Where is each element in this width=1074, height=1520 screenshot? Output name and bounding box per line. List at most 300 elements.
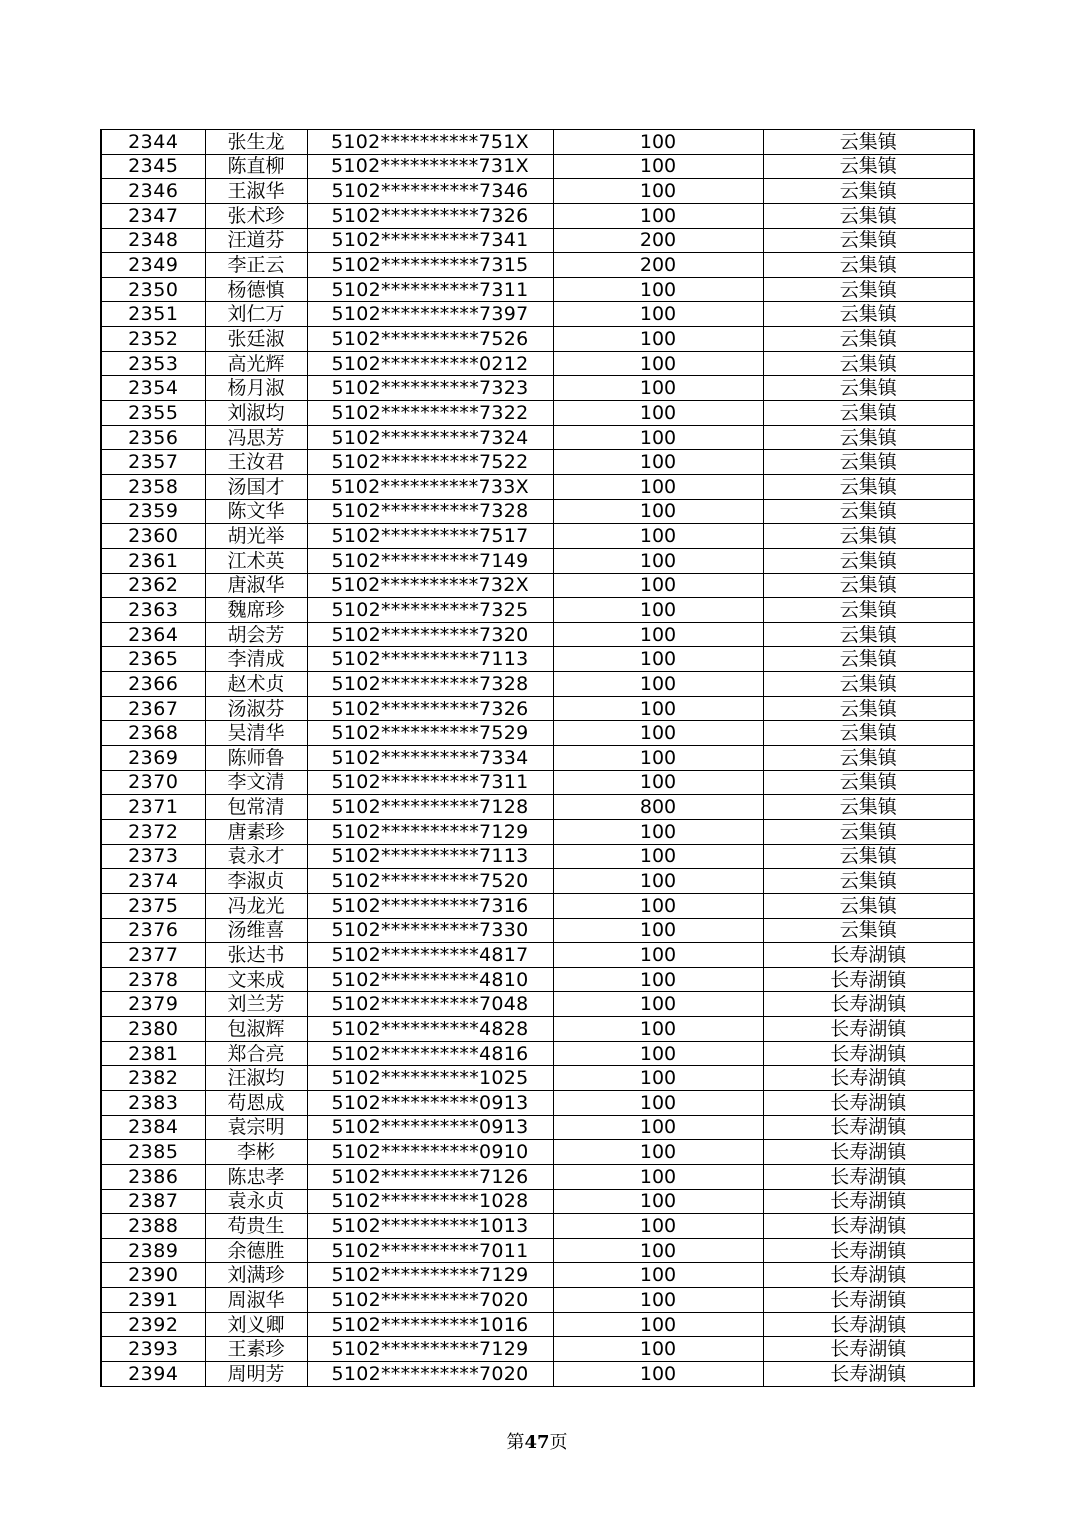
cell-serial-number: 2345 [101,154,205,179]
roster-table [100,129,975,1387]
cell-town: 云集镇 [763,327,974,352]
cell-id-number: 5102**********7323 [307,376,553,401]
cell-town: 长寿湖镇 [763,967,974,992]
cell-id-number: 5102**********751X [307,130,553,155]
cell-town: 云集镇 [763,770,974,795]
cell-name: 赵术贞 [205,672,307,697]
cell-town: 云集镇 [763,203,974,228]
cell-id-number: 5102**********7320 [307,622,553,647]
cell-id-number: 5102**********7126 [307,1164,553,1189]
cell-town: 云集镇 [763,672,974,697]
cell-town: 长寿湖镇 [763,943,974,968]
cell-id-number: 5102**********7020 [307,1362,553,1387]
cell-name: 包常清 [205,795,307,820]
cell-id-number: 5102**********7149 [307,548,553,573]
cell-name: 江术英 [205,548,307,573]
cell-serial-number: 2375 [101,893,205,918]
cell-town: 云集镇 [763,524,974,549]
cell-serial-number: 2353 [101,351,205,376]
cell-id-number: 5102**********7529 [307,721,553,746]
cell-amount: 100 [553,893,763,918]
cell-amount: 100 [553,721,763,746]
cell-town: 云集镇 [763,277,974,302]
cell-amount: 100 [553,401,763,426]
cell-town: 云集镇 [763,154,974,179]
cell-name: 文来成 [205,967,307,992]
cell-id-number: 5102**********7129 [307,1263,553,1288]
table-row [101,154,974,179]
cell-id-number: 5102**********7326 [307,696,553,721]
cell-serial-number: 2394 [101,1362,205,1387]
cell-id-number: 5102**********7129 [307,819,553,844]
cell-serial-number: 2355 [101,401,205,426]
cell-id-number: 5102**********0913 [307,1115,553,1140]
table-row [101,893,974,918]
cell-amount: 200 [553,228,763,253]
cell-id-number: 5102**********7315 [307,253,553,278]
cell-id-number: 5102**********7334 [307,746,553,771]
cell-amount: 100 [553,672,763,697]
cell-serial-number: 2372 [101,819,205,844]
cell-town: 长寿湖镇 [763,1288,974,1313]
table-row [101,351,974,376]
table-row [101,1041,974,1066]
cell-amount: 100 [553,1362,763,1387]
cell-name: 苟恩成 [205,1090,307,1115]
cell-id-number: 5102**********7328 [307,672,553,697]
cell-serial-number: 2356 [101,425,205,450]
cell-name: 胡光举 [205,524,307,549]
table-row [101,1189,974,1214]
cell-town: 长寿湖镇 [763,1140,974,1165]
cell-amount: 100 [553,425,763,450]
cell-serial-number: 2386 [101,1164,205,1189]
cell-town: 云集镇 [763,450,974,475]
cell-serial-number: 2344 [101,130,205,155]
cell-amount: 800 [553,795,763,820]
cell-id-number: 5102**********7020 [307,1288,553,1313]
table-row [101,1090,974,1115]
cell-amount: 100 [553,622,763,647]
cell-town: 云集镇 [763,573,974,598]
table-row [101,672,974,697]
cell-name: 陈直柳 [205,154,307,179]
cell-amount: 100 [553,1066,763,1091]
cell-town: 云集镇 [763,647,974,672]
roster-table-body [101,130,974,1387]
table-row [101,302,974,327]
cell-amount: 100 [553,1337,763,1362]
cell-town: 云集镇 [763,746,974,771]
cell-amount: 100 [553,179,763,204]
cell-amount: 100 [553,819,763,844]
table-row [101,450,974,475]
cell-name: 刘满珍 [205,1263,307,1288]
table-row [101,770,974,795]
cell-serial-number: 2363 [101,598,205,623]
cell-serial-number: 2393 [101,1337,205,1362]
cell-name: 李文清 [205,770,307,795]
table-row [101,1140,974,1165]
cell-serial-number: 2374 [101,869,205,894]
cell-town: 长寿湖镇 [763,1115,974,1140]
cell-name: 袁永贞 [205,1189,307,1214]
table-row [101,1288,974,1313]
cell-amount: 100 [553,1214,763,1239]
cell-name: 周明芳 [205,1362,307,1387]
cell-amount: 100 [553,869,763,894]
cell-id-number: 5102**********1016 [307,1312,553,1337]
cell-amount: 200 [553,253,763,278]
cell-serial-number: 2371 [101,795,205,820]
cell-name: 王素珍 [205,1337,307,1362]
table-row [101,327,974,352]
cell-serial-number: 2382 [101,1066,205,1091]
cell-serial-number: 2381 [101,1041,205,1066]
table-row [101,179,974,204]
cell-name: 余德胜 [205,1238,307,1263]
cell-serial-number: 2352 [101,327,205,352]
table-row [101,548,974,573]
cell-amount: 100 [553,1041,763,1066]
cell-amount: 100 [553,918,763,943]
cell-serial-number: 2370 [101,770,205,795]
table-row [101,598,974,623]
cell-serial-number: 2385 [101,1140,205,1165]
cell-town: 长寿湖镇 [763,1164,974,1189]
cell-amount: 100 [553,573,763,598]
table-row [101,573,974,598]
cell-town: 云集镇 [763,819,974,844]
cell-name: 胡会芳 [205,622,307,647]
cell-serial-number: 2387 [101,1189,205,1214]
table-row [101,277,974,302]
cell-id-number: 5102**********7311 [307,770,553,795]
cell-serial-number: 2350 [101,277,205,302]
cell-name: 苟贵生 [205,1214,307,1239]
table-row [101,647,974,672]
cell-amount: 100 [553,746,763,771]
table-row [101,746,974,771]
cell-town: 长寿湖镇 [763,1337,974,1362]
table-row [101,1164,974,1189]
cell-town: 云集镇 [763,130,974,155]
cell-amount: 100 [553,376,763,401]
table-row [101,203,974,228]
cell-town: 云集镇 [763,253,974,278]
cell-amount: 100 [553,1140,763,1165]
page-number: 47 [524,1432,550,1453]
cell-town: 长寿湖镇 [763,992,974,1017]
cell-amount: 100 [553,647,763,672]
cell-name: 汪淑均 [205,1066,307,1091]
cell-town: 云集镇 [763,622,974,647]
cell-amount: 100 [553,474,763,499]
cell-id-number: 5102**********7129 [307,1337,553,1362]
cell-amount: 100 [553,1164,763,1189]
cell-id-number: 5102**********4816 [307,1041,553,1066]
cell-name: 杨德慎 [205,277,307,302]
cell-id-number: 5102**********1025 [307,1066,553,1091]
cell-name: 冯思芳 [205,425,307,450]
cell-town: 云集镇 [763,425,974,450]
cell-name: 汤淑芬 [205,696,307,721]
cell-id-number: 5102**********7325 [307,598,553,623]
cell-serial-number: 2357 [101,450,205,475]
cell-town: 云集镇 [763,598,974,623]
cell-id-number: 5102**********7011 [307,1238,553,1263]
cell-serial-number: 2360 [101,524,205,549]
cell-id-number: 5102**********7517 [307,524,553,549]
cell-town: 长寿湖镇 [763,1238,974,1263]
cell-amount: 100 [553,277,763,302]
cell-serial-number: 2368 [101,721,205,746]
cell-serial-number: 2388 [101,1214,205,1239]
cell-id-number: 5102**********4828 [307,1017,553,1042]
cell-name: 李淑贞 [205,869,307,894]
cell-serial-number: 2384 [101,1115,205,1140]
table-row [101,401,974,426]
cell-serial-number: 2379 [101,992,205,1017]
cell-serial-number: 2392 [101,1312,205,1337]
cell-name: 王汝君 [205,450,307,475]
cell-amount: 100 [553,967,763,992]
cell-id-number: 5102**********4817 [307,943,553,968]
cell-serial-number: 2377 [101,943,205,968]
cell-name: 汤维喜 [205,918,307,943]
cell-id-number: 5102**********7520 [307,869,553,894]
cell-name: 张生龙 [205,130,307,155]
cell-id-number: 5102**********7397 [307,302,553,327]
cell-id-number: 5102**********7326 [307,203,553,228]
table-row [101,721,974,746]
cell-serial-number: 2390 [101,1263,205,1288]
cell-name: 陈文华 [205,499,307,524]
cell-town: 长寿湖镇 [763,1189,974,1214]
cell-amount: 100 [553,1238,763,1263]
cell-serial-number: 2367 [101,696,205,721]
cell-id-number: 5102**********7322 [307,401,553,426]
cell-town: 云集镇 [763,401,974,426]
cell-serial-number: 2348 [101,228,205,253]
cell-name: 王淑华 [205,179,307,204]
cell-town: 云集镇 [763,696,974,721]
cell-id-number: 5102**********733X [307,474,553,499]
cell-serial-number: 2351 [101,302,205,327]
cell-amount: 100 [553,548,763,573]
table-row [101,943,974,968]
cell-amount: 100 [553,1263,763,1288]
cell-id-number: 5102**********7311 [307,277,553,302]
cell-town: 云集镇 [763,179,974,204]
cell-town: 长寿湖镇 [763,1214,974,1239]
cell-name: 张达书 [205,943,307,968]
cell-name: 袁宗明 [205,1115,307,1140]
table-row [101,622,974,647]
cell-serial-number: 2347 [101,203,205,228]
cell-name: 袁永才 [205,844,307,869]
cell-name: 陈忠孝 [205,1164,307,1189]
table-row [101,474,974,499]
cell-name: 魏席珍 [205,598,307,623]
cell-amount: 100 [553,450,763,475]
cell-town: 云集镇 [763,548,974,573]
cell-name: 陈师鲁 [205,746,307,771]
cell-amount: 100 [553,130,763,155]
cell-serial-number: 2365 [101,647,205,672]
cell-id-number: 5102**********732X [307,573,553,598]
cell-serial-number: 2383 [101,1090,205,1115]
cell-serial-number: 2362 [101,573,205,598]
cell-town: 云集镇 [763,795,974,820]
cell-id-number: 5102**********7048 [307,992,553,1017]
footer-prefix: 第 [506,1432,525,1453]
cell-name: 唐淑华 [205,573,307,598]
cell-name: 汪道芬 [205,228,307,253]
cell-name: 杨月淑 [205,376,307,401]
table-row [101,696,974,721]
table-row [101,918,974,943]
cell-serial-number: 2346 [101,179,205,204]
cell-town: 云集镇 [763,869,974,894]
table-row [101,1263,974,1288]
cell-serial-number: 2369 [101,746,205,771]
cell-amount: 100 [553,327,763,352]
cell-id-number: 5102**********0910 [307,1140,553,1165]
cell-town: 长寿湖镇 [763,1263,974,1288]
cell-town: 云集镇 [763,302,974,327]
cell-id-number: 5102**********7341 [307,228,553,253]
cell-town: 云集镇 [763,893,974,918]
cell-name: 张术珍 [205,203,307,228]
footer-suffix: 页 [549,1432,568,1453]
cell-amount: 100 [553,351,763,376]
cell-name: 周淑华 [205,1288,307,1313]
cell-town: 长寿湖镇 [763,1362,974,1387]
table-row [101,253,974,278]
cell-town: 云集镇 [763,844,974,869]
cell-amount: 100 [553,524,763,549]
table-row [101,130,974,155]
cell-name: 刘义卿 [205,1312,307,1337]
cell-serial-number: 2391 [101,1288,205,1313]
table-row [101,499,974,524]
cell-amount: 100 [553,770,763,795]
cell-amount: 100 [553,154,763,179]
cell-id-number: 5102**********1028 [307,1189,553,1214]
table-row [101,1017,974,1042]
cell-serial-number: 2349 [101,253,205,278]
cell-serial-number: 2354 [101,376,205,401]
cell-amount: 100 [553,844,763,869]
cell-amount: 100 [553,1090,763,1115]
cell-name: 张廷淑 [205,327,307,352]
cell-name: 李清成 [205,647,307,672]
cell-town: 云集镇 [763,351,974,376]
cell-name: 冯龙光 [205,893,307,918]
cell-name: 刘仁万 [205,302,307,327]
cell-amount: 100 [553,1312,763,1337]
cell-id-number: 5102**********7522 [307,450,553,475]
cell-town: 长寿湖镇 [763,1090,974,1115]
cell-town: 云集镇 [763,376,974,401]
cell-id-number: 5102**********7328 [307,499,553,524]
cell-name: 高光辉 [205,351,307,376]
cell-town: 长寿湖镇 [763,1312,974,1337]
cell-id-number: 5102**********7113 [307,647,553,672]
cell-name: 汤国才 [205,474,307,499]
table-row [101,795,974,820]
cell-serial-number: 2380 [101,1017,205,1042]
cell-id-number: 5102**********731X [307,154,553,179]
cell-id-number: 5102**********7346 [307,179,553,204]
cell-id-number: 5102**********7526 [307,327,553,352]
cell-id-number: 5102**********7128 [307,795,553,820]
cell-town: 云集镇 [763,918,974,943]
cell-town: 长寿湖镇 [763,1017,974,1042]
table-row [101,425,974,450]
cell-amount: 100 [553,302,763,327]
table-row [101,1238,974,1263]
cell-name: 包淑辉 [205,1017,307,1042]
cell-serial-number: 2358 [101,474,205,499]
table-row [101,844,974,869]
cell-serial-number: 2361 [101,548,205,573]
cell-serial-number: 2389 [101,1238,205,1263]
table-row [101,1066,974,1091]
table-row [101,524,974,549]
cell-name: 唐素珍 [205,819,307,844]
table-row [101,992,974,1017]
cell-amount: 100 [553,696,763,721]
cell-town: 云集镇 [763,721,974,746]
cell-amount: 100 [553,1115,763,1140]
table-row [101,1337,974,1362]
cell-name: 吴清华 [205,721,307,746]
cell-id-number: 5102**********7113 [307,844,553,869]
cell-town: 云集镇 [763,474,974,499]
cell-amount: 100 [553,499,763,524]
table-row [101,869,974,894]
cell-id-number: 5102**********1013 [307,1214,553,1239]
cell-name: 郑合亮 [205,1041,307,1066]
table-row [101,1115,974,1140]
table-row [101,967,974,992]
cell-amount: 100 [553,598,763,623]
cell-id-number: 5102**********7324 [307,425,553,450]
cell-amount: 100 [553,1288,763,1313]
cell-serial-number: 2373 [101,844,205,869]
cell-amount: 100 [553,1189,763,1214]
table-row [101,376,974,401]
cell-name: 李正云 [205,253,307,278]
cell-amount: 100 [553,992,763,1017]
cell-id-number: 5102**********0212 [307,351,553,376]
cell-name: 李彬 [205,1140,307,1165]
cell-serial-number: 2378 [101,967,205,992]
cell-town: 长寿湖镇 [763,1066,974,1091]
cell-town: 云集镇 [763,499,974,524]
cell-id-number: 5102**********7330 [307,918,553,943]
table-row [101,819,974,844]
cell-name: 刘淑均 [205,401,307,426]
page-footer [0,1428,1074,1454]
cell-town: 云集镇 [763,228,974,253]
cell-serial-number: 2359 [101,499,205,524]
cell-serial-number: 2364 [101,622,205,647]
table-row [101,228,974,253]
cell-serial-number: 2366 [101,672,205,697]
